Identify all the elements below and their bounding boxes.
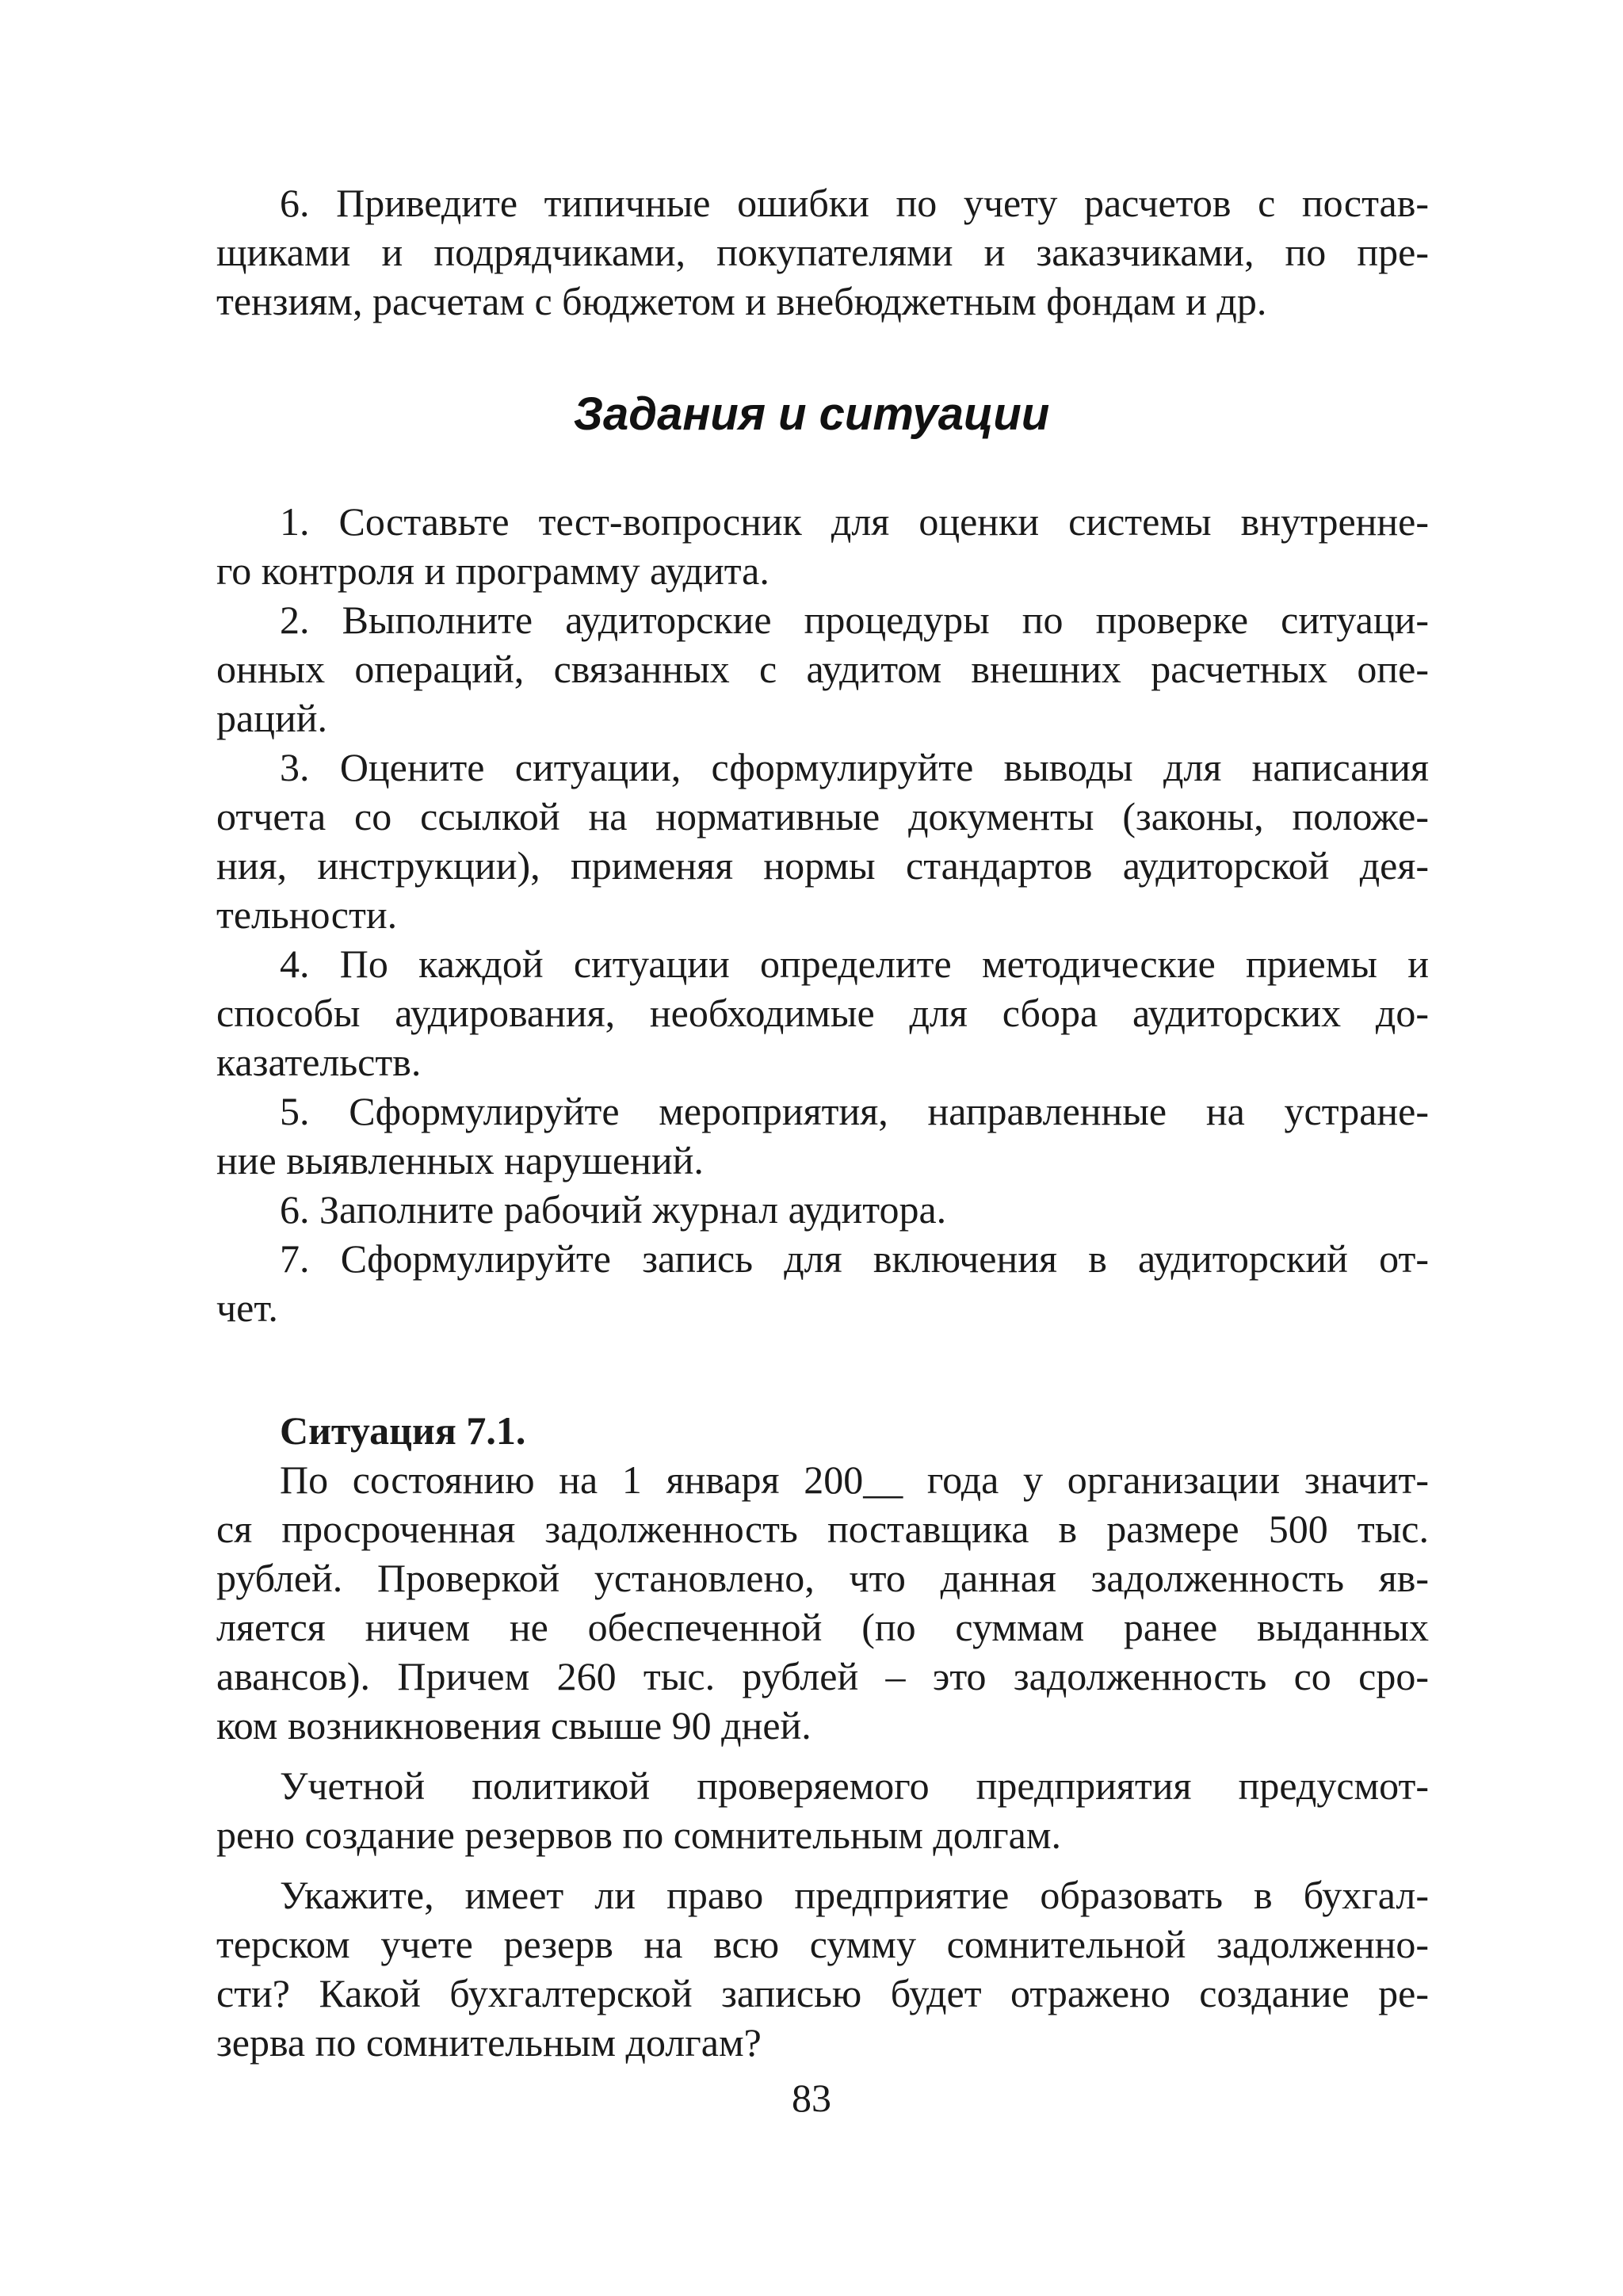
task-line: 6. Заполните рабочий журнал аудитора. — [280, 1187, 947, 1232]
task-line: ния, инструкции), применяя нормы стандартов аудиторской дея- — [216, 843, 1429, 888]
text-line: 6. Приведите типичные ошибки по учету расчетов с постав- — [280, 181, 1429, 225]
section-heading: Задания и ситуации — [573, 388, 1050, 440]
text-line: тензиям, расчетам с бюджетом и внебюджетным фондам и др. — [216, 279, 1267, 323]
situation-title: Ситуация 7.1. — [280, 1408, 526, 1453]
task-line: отчета со ссылкой на нормативные документы (законы, положе- — [216, 794, 1429, 839]
task-line: 1. Составьте тест-вопросник для оценки системы внутренне- — [280, 499, 1429, 544]
task-line: способы аудирования, необходимые для сбора аудиторских до- — [216, 991, 1429, 1035]
page-number: 83 — [792, 2076, 831, 2120]
situation-line: По состоянию на 1 января 200__ года у организации значит- — [280, 1457, 1429, 1502]
task-line: 7. Сформулируйте запись для включения в аудиторский от- — [280, 1236, 1429, 1281]
task-line: казательств. — [216, 1040, 422, 1084]
task-line: го контроля и программу аудита. — [216, 548, 769, 593]
situation-line: рено создание резервов по сомнительным долгам. — [216, 1813, 1061, 1857]
situation-line: зерва по сомнительным долгам? — [216, 2020, 762, 2065]
task-line: тельности. — [216, 892, 398, 937]
task-line: онных операций, связанных с аудитом внешних расчетных опе- — [216, 647, 1429, 691]
task-line: раций. — [216, 696, 327, 740]
text-line: щиками и подрядчиками, покупателями и заказчиками, по пре- — [216, 230, 1429, 274]
situation-line: ляется ничем не обеспеченной (по суммам ранее выданных — [216, 1605, 1429, 1649]
task-line: чет. — [216, 1286, 278, 1330]
situation-line: ком возникновения свыше 90 дней. — [216, 1703, 812, 1748]
situation-line: терском учете резерв на всю сумму сомнительной задолженно- — [216, 1922, 1429, 1966]
situation-line: сти? Какой бухгалтерской записью будет отражено создание ре- — [216, 1971, 1429, 2015]
situation-line: Учетной политикой проверяемого предприятия предусмот- — [280, 1763, 1429, 1808]
situation-line: авансов). Причем 260 тыс. рублей – это задолженность со сро- — [216, 1654, 1429, 1698]
situation-line: Укажите, имеет ли право предприятие образовать в бухгал- — [280, 1873, 1429, 1917]
situation-line: рублей. Проверкой установлено, что данная задолженность яв- — [216, 1556, 1429, 1600]
task-line: 3. Оцените ситуации, сформулируйте выводы для написания — [280, 745, 1429, 789]
situation-line: ся просроченная задолженность поставщика в размере 500 тыс. — [216, 1507, 1429, 1551]
task-line: 4. По каждой ситуации определите методические приемы и — [280, 942, 1429, 986]
task-line: 5. Сформулируйте мероприятия, направленные на устране- — [280, 1089, 1429, 1133]
task-line: 2. Выполните аудиторские процедуры по проверке ситуаци- — [280, 598, 1429, 642]
task-line: ние выявленных нарушений. — [216, 1138, 704, 1182]
